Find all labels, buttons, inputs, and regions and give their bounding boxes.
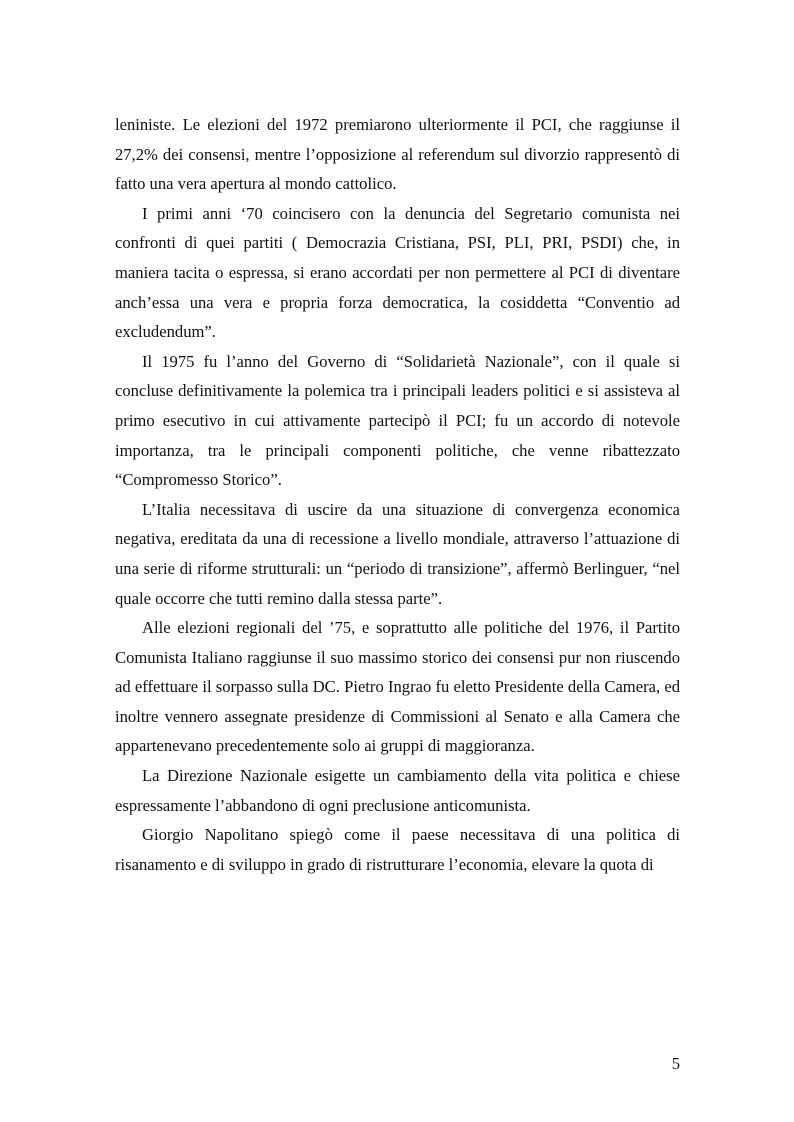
paragraph-continuation: leniniste. Le elezioni del 1972 premiarono ulteriormente il PCI, che raggiunse il 27,2% dei consensi, mentre l’opposizione al referendum sul divorzio rappresentò di fatto una vera apertura al mondo cattolico.: [115, 115, 680, 194]
page-number: 5: [671, 1054, 680, 1073]
body-text: [115, 110, 680, 879]
paragraph-napolitano: Giorgio Napolitano spiegò come il paese necessitava di una politica di risanamento e di sviluppo in grado di ristrutturare l’economia, elevare la quota di: [115, 825, 680, 874]
paragraph-elezioni-76: Alle elezioni regionali del ’75, e soprattutto alle politiche del 1976, il Partito Comunista Italiano raggiunse il suo massimo storico dei consensi pur non riuscendo ad effettuare il sorpasso sulla DC. Pietro Ingrao fu eletto Presidente della Camera, ed inoltre vennero assegnate presidenze di Commissioni al Senato e alla Camera che appartenevano precedentemente solo ai gruppi di maggioranza.: [115, 618, 680, 756]
paragraph-solidarieta: Il 1975 fu l’anno del Governo di “Solidarietà Nazionale”, con il quale si concluse definitivamente la polemica tra i principali leaders politici e si assisteva al primo esecutivo in cui attivamente partecipò il PCI; fu un accordo di notevole importanza, tra le principali componenti politiche, che venne ribattezzato “Compromesso Storico”.: [115, 351, 680, 490]
paragraph-conventio: I primi anni ‘70 coincisero con la denuncia del Segretario comunista nei confronti di quei partiti ( Democrazia Cristiana, PSI, PLI, PRI, PSDI) che, in maniera tacita o espressa, si erano accordati per non permettere al PCI di diventare anch’essa una vera e propria forza democratica, la cosiddetta “Conventio ad excludendum”.: [115, 203, 680, 342]
paragraph-direzione: La Direzione Nazionale esigette un cambiamento della vita politica e chiese espressamente l’abbandono di ogni preclusione anticomunista.: [115, 766, 680, 815]
paragraph-transizione: L’Italia necessitava di uscire da una situazione di convergenza economica negativa, ereditata da una di recessione a livello mondiale, attraverso l’attuazione di una serie di riforme strutturali: un “periodo di transizione”, affermò Berlinguer, “nel quale occorre che tutti remino dalla stessa parte”.: [115, 499, 680, 608]
